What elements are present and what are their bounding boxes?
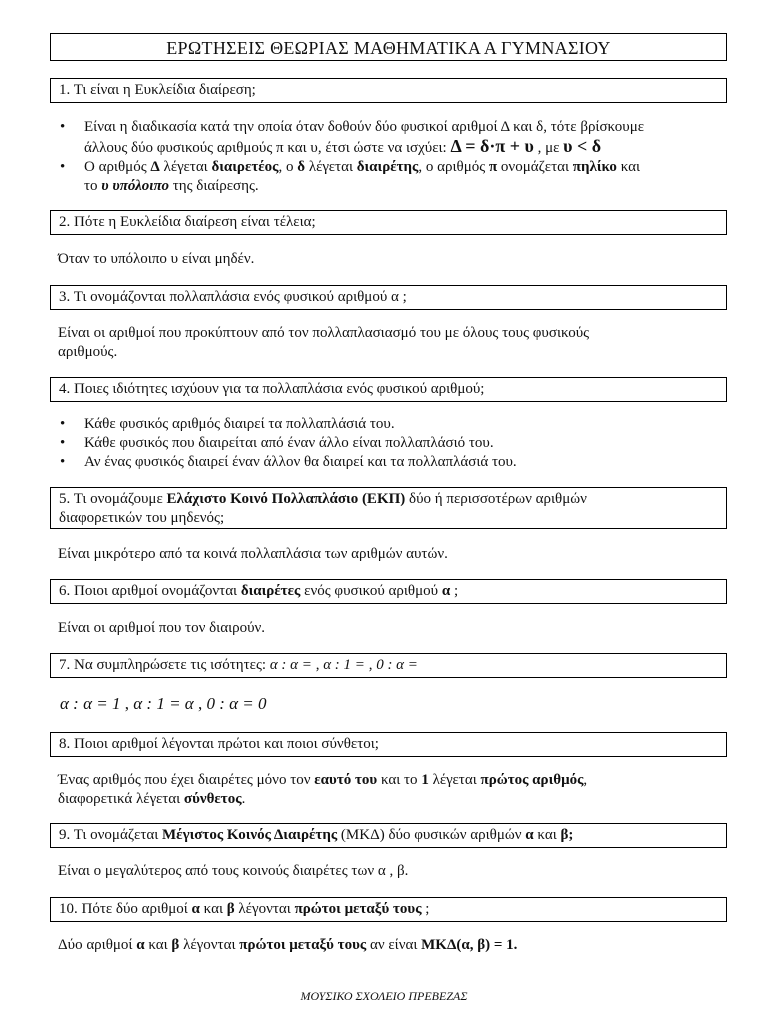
answer-4-list [58, 415, 723, 472]
text: και [616, 159, 641, 175]
equation-1: α : α = [269, 657, 312, 673]
list-item: • Κάθε φυσικός που διαιρείται από έναν άλλο είναι πολλαπλάσιό του. [58, 434, 723, 453]
text: και το [377, 772, 422, 788]
variable-alpha: α [191, 901, 200, 917]
answer-3-line-1: Είναι οι αριθμοί που προκύπτουν από τον πολλαπλασιασμό του με όλους τους φυσικούς [58, 325, 590, 341]
page-title: ΕΡΩΤΗΣΕΙΣ ΘΕΩΡΙΑΣ ΜΑΘΗΜΑΤΙΚΑ Α ΓΥΜΝΑΣΙΟΥ [50, 33, 727, 61]
gcd-formula: ΜΚΔ(α, β) = 1. [421, 937, 518, 953]
variable-alpha: α [441, 583, 451, 599]
term-divisors: διαιρέτες [240, 583, 301, 599]
text: 6. Ποιοι αριθμοί ονομάζονται [59, 583, 241, 599]
equation-3: 0 : α = [376, 657, 418, 673]
variable-beta: β; [560, 827, 574, 843]
answer-2: Όταν το υπόλοιπο υ είναι μηδέν. [58, 251, 255, 267]
text: 10. Πότε δύο αριθμοί [59, 901, 192, 917]
text: λέγεται [305, 159, 357, 175]
text: και [199, 901, 227, 917]
term-itself: εαυτό του [314, 772, 378, 788]
text: ενός φυσικού αριθμού [300, 583, 442, 599]
term-dividend: διαιρετέος [211, 159, 279, 175]
term-quotient: πηλίκο [572, 159, 617, 175]
term-remainder: υ υπόλοιπο [101, 178, 169, 194]
division-formula: Δ = δ·π + υ [450, 136, 534, 156]
answer-1-list [58, 118, 723, 196]
question-4: 4. Ποιες ιδιότητες ισχύουν για τα πολλαπλάσια ενός φυσικού αριθμού; [50, 377, 727, 402]
question-10 [50, 897, 727, 922]
text: . [241, 791, 246, 807]
equation-2: α : 1 = [323, 657, 365, 673]
answer-7 [60, 694, 267, 714]
term-composite: σύνθετος [183, 791, 242, 807]
term-dividend-symbol: Δ [150, 159, 160, 175]
text: λέγεται [159, 159, 212, 175]
text: λέγονται [234, 901, 295, 917]
answer-1-bullet-1 [58, 118, 723, 158]
list-item: • Κάθε φυσικός αριθμός διαιρεί τα πολλαπλάσιά του. [58, 415, 723, 434]
text: , [583, 772, 588, 788]
term-gcd: Μέγιστος Κοινός Διαιρέτης [162, 827, 338, 843]
variable-beta: β [226, 901, 235, 917]
variable-alpha: α [136, 937, 145, 953]
text: 5. Τι ονομάζουμε [59, 491, 167, 507]
answer-1-line-2: άλλους δύο φυσικούς αριθμούς π και υ, έτσι ώστε να ισχύει: [84, 140, 451, 156]
term-coprime: πρώτοι μεταξύ τους [294, 901, 422, 917]
answer-equation-1: α : α = 1 [60, 694, 121, 713]
list-item: • Αν ένας φυσικός διαιρεί έναν άλλον θα διαιρεί και τα πολλαπλάσιά του. [58, 453, 723, 472]
variable-beta: β [171, 937, 180, 953]
text: 7. Να συμπληρώσετε τις ισότητες: [59, 657, 270, 673]
answer-9: Είναι ο μεγαλύτερος από τους κοινούς διαιρέτες των α , β. [58, 863, 409, 879]
question-6 [50, 579, 727, 604]
answer-1-bullet-2 [58, 158, 723, 196]
answer-3 [58, 324, 723, 362]
text: ; [421, 901, 430, 917]
text: Δύο αριθμοί [58, 937, 137, 953]
page-footer: ΜΟΥΣΙΚΟ ΣΧΟΛΕΙΟ ΠΡΕΒΕΖΑΣ [300, 989, 468, 1003]
variable-alpha: α [525, 827, 534, 843]
remainder-condition: υ < δ [563, 136, 602, 156]
text: λέγονται [179, 937, 240, 953]
text: Ο αριθμός [84, 159, 151, 175]
term-divisor: διαιρέτης [356, 159, 419, 175]
text: ; [450, 583, 459, 599]
question-9 [50, 823, 727, 848]
text: , [193, 694, 207, 713]
term-lcm: Ελάχιστο Κοινό Πολλαπλάσιο (ΕΚΠ) [166, 491, 406, 507]
term-prime: πρώτος αριθμός [480, 772, 584, 788]
term-divisor-symbol: δ [297, 159, 306, 175]
text: και [144, 937, 172, 953]
answer-1-line-1: Είναι η διαδικασία κατά την οποία όταν δοθούν δύο φυσικοί αριθμοί Δ και δ, τότε βρίσκουμε [84, 119, 645, 135]
term-coprime: πρώτοι μεταξύ τους [239, 937, 367, 953]
question-7 [50, 653, 727, 678]
answer-3-line-2: αριθμούς. [58, 344, 118, 360]
question-5 [50, 487, 727, 529]
answer-equation-2: α : 1 = α [133, 694, 194, 713]
text: , ο αριθμός [418, 159, 489, 175]
term-one: 1 [421, 772, 429, 788]
question-1: 1. Τι είναι η Ευκλείδια διαίρεση; [50, 78, 727, 103]
text: , [120, 694, 134, 713]
answer-6: Είναι οι αριθμοί που τον διαιρούν. [58, 620, 266, 636]
text: λέγεται [428, 772, 481, 788]
text: αν είναι [366, 937, 422, 953]
text: διαφορετικά λέγεται [58, 791, 184, 807]
answer-8 [58, 771, 723, 809]
text: , ο [278, 159, 298, 175]
text: της διαίρεσης. [168, 178, 259, 194]
formula-connector: , με [533, 140, 564, 156]
text: Ένας αριθμός που έχει διαιρέτες μόνο τον [58, 772, 315, 788]
text: (ΜΚΔ) δύο φυσικών αριθμών [337, 827, 526, 843]
question-2: 2. Πότε η Ευκλείδια διαίρεση είναι τέλεια; [50, 210, 727, 235]
term-quotient-symbol: π [488, 159, 498, 175]
answer-equation-3: 0 : α = 0 [206, 694, 267, 713]
text: ονομάζεται [497, 159, 573, 175]
text: το [84, 178, 102, 194]
text: δύο ή περισσοτέρων αριθμών [405, 491, 587, 507]
question-8: 8. Ποιοι αριθμοί λέγονται πρώτοι και ποιοι σύνθετοι; [50, 732, 727, 757]
text: διαφορετικών του μηδενός; [59, 510, 225, 526]
text: , [364, 657, 377, 673]
answer-10 [58, 936, 723, 955]
text: , [311, 657, 324, 673]
text: 9. Τι ονομάζεται [59, 827, 163, 843]
answer-5: Είναι μικρότερο από τα κοινά πολλαπλάσια των αριθμών αυτών. [58, 546, 448, 562]
text: και [533, 827, 561, 843]
question-3: 3. Τι ονομάζονται πολλαπλάσια ενός φυσικού αριθμού α ; [50, 285, 727, 310]
